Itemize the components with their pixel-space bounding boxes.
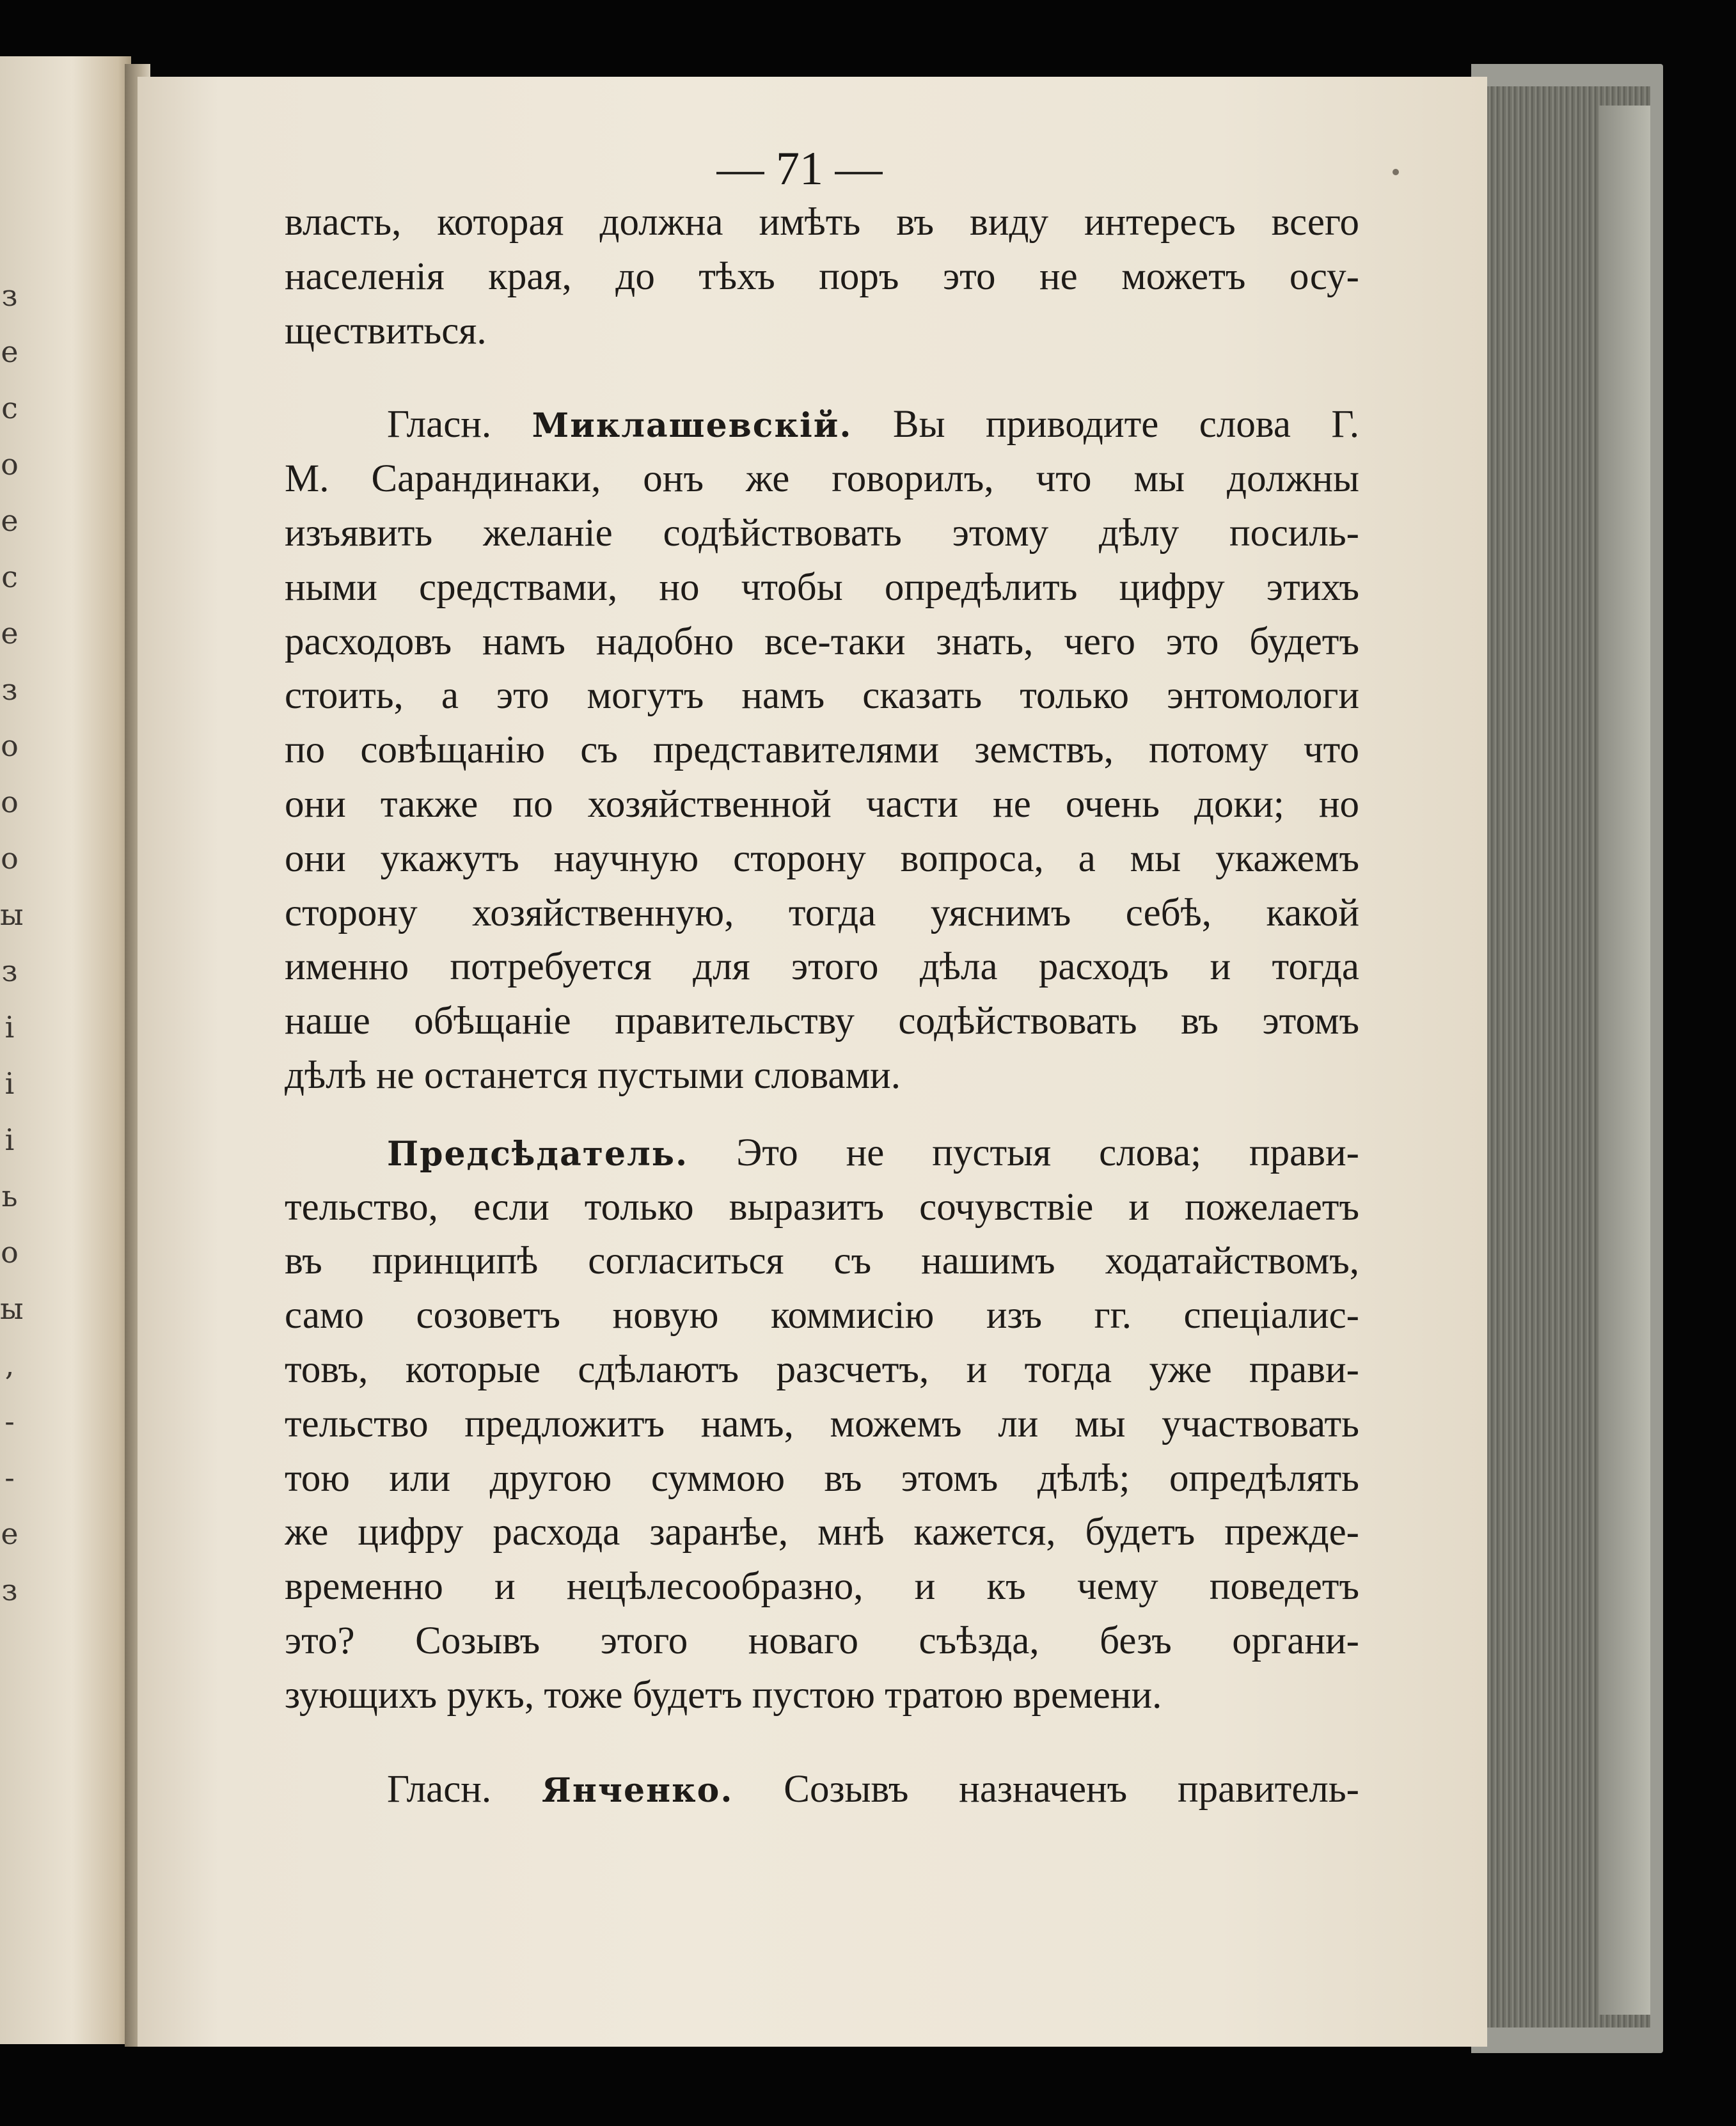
speaker-name: Предсѣдатель. — [387, 1134, 689, 1174]
paragraph-gap — [285, 1723, 1359, 1763]
line-text: наше обѣщаніе правительству содѣйствовать въ этомъ — [285, 1000, 1359, 1043]
text-line — [285, 995, 1359, 1049]
left-cut-char: о — [1, 728, 19, 763]
left-cut-char: з — [1, 1573, 18, 1607]
line-text: само созоветъ новую коммисію изъ гг. спеціалис- — [285, 1294, 1359, 1337]
left-page-cut-text — [0, 267, 24, 1618]
text-line — [285, 1763, 1359, 1817]
text-line — [285, 452, 1359, 507]
left-cut-char: е — [1, 503, 19, 538]
left-cut-char: о — [1, 785, 19, 819]
text-line — [285, 778, 1359, 832]
text-line — [285, 196, 1359, 250]
text-line — [285, 507, 1359, 561]
left-cut-char: ы — [0, 1291, 24, 1326]
left-cut-char: і — [4, 1010, 15, 1044]
left-cut-char: е — [1, 1516, 19, 1551]
text-line — [285, 1506, 1359, 1560]
left-cut-char: , — [4, 1348, 15, 1382]
left-cut-char: о — [1, 841, 19, 876]
left-cut-char: с — [1, 391, 18, 425]
paragraph-gap — [285, 1103, 1359, 1126]
text-line — [285, 1669, 1359, 1723]
text-line — [285, 886, 1359, 941]
line-text: ществиться. — [285, 309, 487, 352]
paper-speck — [1393, 169, 1399, 175]
text-line — [285, 832, 1359, 886]
line-text: населенія края, до тѣхъ поръ это не можетъ осу- — [285, 255, 1359, 298]
line-text: ными средствами, но чтобы опредѣлить цифру этихъ — [285, 565, 1359, 609]
paragraph — [285, 196, 1359, 358]
paragraph-gap — [285, 358, 1359, 398]
text-line — [285, 1452, 1359, 1506]
text-line — [285, 723, 1359, 778]
line-text: Это не пустыя слова; прави- — [688, 1131, 1359, 1174]
line-text: они также по хозяйственной части не очень доки; но — [285, 782, 1359, 826]
left-cut-char: з — [1, 954, 18, 988]
paragraph — [285, 398, 1359, 1103]
page-edges-highlight — [1599, 106, 1650, 2015]
left-cut-char: з — [1, 672, 18, 707]
left-cut-char: о — [1, 447, 19, 482]
line-text: расходовъ намъ надобно все-таки знать, чего это будетъ — [285, 620, 1359, 663]
left-cut-char: ы — [0, 897, 24, 932]
line-text: зующихъ рукъ, тоже будетъ пустою тратою времени. — [285, 1673, 1162, 1717]
left-cut-char: і — [4, 1122, 15, 1157]
left-cut-char: з — [1, 278, 18, 313]
left-cut-char: і — [4, 1066, 15, 1101]
speaker-title: Гласн. — [387, 403, 532, 446]
text-line — [285, 304, 1359, 359]
line-text: стоить, а это могутъ намъ сказать только энтомологи — [285, 674, 1359, 718]
text-line — [285, 1234, 1359, 1289]
paragraph — [285, 1126, 1359, 1723]
left-cut-char: - — [4, 1404, 15, 1438]
line-text: Вы приводите слова Г. — [852, 403, 1359, 446]
left-cut-char: с — [1, 560, 18, 594]
line-text: изъявить желаніе содѣйствовать этому дѣлу посиль- — [285, 511, 1359, 555]
text-line — [285, 250, 1359, 304]
page-text — [285, 142, 1359, 1816]
speaker-name: Янченко. — [541, 1770, 734, 1810]
paragraphs — [285, 196, 1359, 1816]
text-line — [285, 1289, 1359, 1343]
line-text: Созывъ назначенъ правитель- — [733, 1767, 1359, 1811]
line-text: они укажутъ научную сторону вопроса, а мы укажемъ — [285, 837, 1359, 880]
left-cut-char: - — [4, 1460, 15, 1495]
line-text: тельство предложитъ намъ, можемъ ли мы участвовать — [285, 1402, 1359, 1445]
page-number: — 71 — — [716, 143, 883, 195]
left-cut-char: о — [1, 1235, 19, 1270]
left-cut-char: е — [1, 616, 19, 650]
text-line — [285, 1181, 1359, 1235]
text-line — [285, 1126, 1359, 1181]
line-text: сторону хозяйственную, тогда уяснимъ себѣ, какой — [285, 891, 1359, 934]
line-text: по совѣщанію съ представителями земствъ, потому что — [285, 728, 1359, 772]
line-text: дѣлѣ не останется пустыми словами. — [285, 1053, 901, 1097]
line-text: товъ, которые сдѣлаютъ разсчетъ, и тогда уже прави- — [285, 1348, 1359, 1391]
text-line — [285, 1560, 1359, 1614]
paragraph — [285, 1763, 1359, 1817]
line-text: временно и нецѣлесообразно, и къ чему поведетъ — [285, 1565, 1359, 1609]
line-text: же цифру расхода заранѣе, мнѣ кажется, будетъ прежде- — [285, 1511, 1359, 1554]
line-text: тою или другою суммою въ этомъ дѣлѣ; опредѣлять — [285, 1456, 1359, 1500]
text-line — [285, 1049, 1359, 1103]
line-text: тельство, если только выразитъ сочувствіе и пожелаетъ — [285, 1185, 1359, 1229]
speaker-name: Миклашевскій. — [532, 406, 853, 446]
left-cut-char: ь — [1, 1179, 18, 1213]
text-line — [285, 615, 1359, 670]
line-text: въ принципѣ согласиться съ нашимъ ходатайствомъ, — [285, 1240, 1359, 1283]
left-cut-char: е — [1, 335, 19, 369]
text-line — [285, 940, 1359, 995]
speaker-title: Гласн. — [387, 1767, 542, 1811]
line-text: именно потребуется для этого дѣла расходъ и тогда — [285, 945, 1359, 989]
line-text: М. Сарандинаки, онъ же говорилъ, что мы должны — [285, 457, 1359, 501]
line-text: власть, которая должна имѣть въ виду интересъ всего — [285, 201, 1359, 244]
text-line — [285, 1343, 1359, 1398]
text-line — [285, 1614, 1359, 1669]
text-line — [285, 561, 1359, 615]
line-text: это? Созывъ этого новаго съѣзда, безъ органи- — [285, 1619, 1359, 1662]
text-line — [285, 1398, 1359, 1452]
left-facing-page — [0, 56, 131, 2044]
text-line — [285, 398, 1359, 452]
text-line — [285, 669, 1359, 723]
